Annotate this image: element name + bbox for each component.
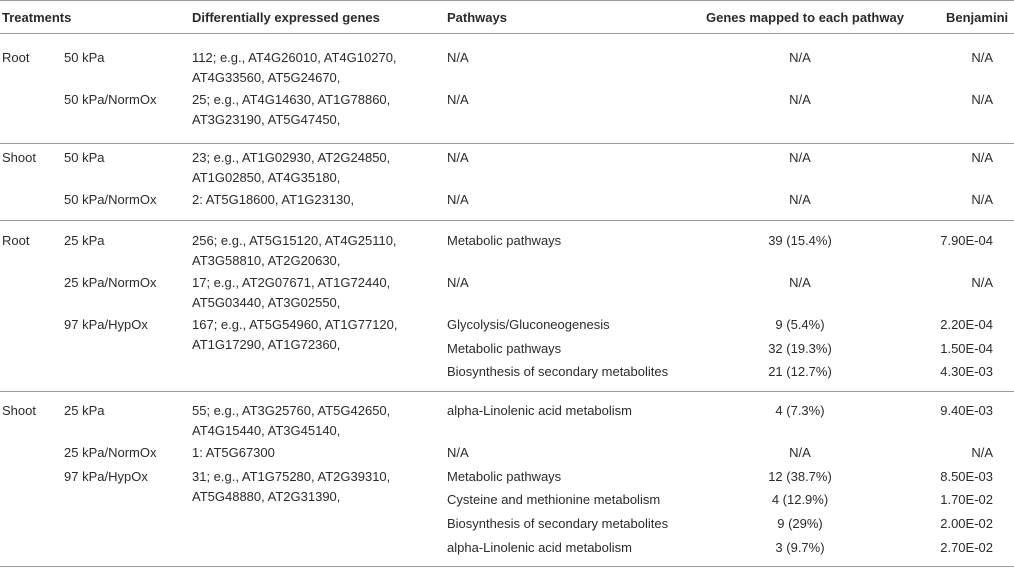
genes-cell: 55; e.g., AT3G25760, AT5G42650, xyxy=(192,403,391,418)
group-divider xyxy=(0,220,1014,221)
genes-cell: 23; e.g., AT1G02930, AT2G24850, xyxy=(192,150,391,165)
header-genes-mapped: Genes mapped to each pathway xyxy=(706,10,904,25)
treatment-cell: 25 kPa xyxy=(64,403,105,418)
pathway-cell: N/A xyxy=(447,445,469,460)
genes-cell-continued: AT3G58810, AT2G20630, xyxy=(192,253,341,268)
genes-mapped-cell: N/A xyxy=(789,192,811,207)
treatment-cell: 50 kPa/NormOx xyxy=(64,192,157,207)
header-treatments: Treatments xyxy=(2,10,72,25)
pathway-cell: N/A xyxy=(447,192,469,207)
benjamini-cell: 1.70E-02 xyxy=(940,492,993,507)
benjamini-cell: 7.90E-04 xyxy=(940,233,993,248)
genes-mapped-cell: 4 (7.3%) xyxy=(775,403,825,418)
group-divider xyxy=(0,143,1014,144)
table-bottom-rule xyxy=(0,566,1014,567)
genes-mapped-cell: N/A xyxy=(789,445,811,460)
pathway-cell: Cysteine and methionine metabolism xyxy=(447,492,661,507)
benjamini-cell: 1.50E-04 xyxy=(940,341,993,356)
pathway-cell: N/A xyxy=(447,50,469,65)
genes-mapped-cell: N/A xyxy=(789,92,811,107)
treatment-cell: 50 kPa/NormOx xyxy=(64,92,157,107)
pathway-cell: N/A xyxy=(447,275,469,290)
pathway-cell: alpha-Linolenic acid metabolism xyxy=(447,540,632,555)
genes-cell: 31; e.g., AT1G75280, AT2G39310, xyxy=(192,469,391,484)
genes-mapped-cell: N/A xyxy=(789,50,811,65)
genes-mapped-cell: 32 (19.3%) xyxy=(768,341,832,356)
benjamini-cell: N/A xyxy=(971,275,993,290)
tissue-cell: Root xyxy=(2,50,30,65)
treatment-cell: 97 kPa/HypOx xyxy=(64,317,148,332)
genes-cell: 25; e.g., AT4G14630, AT1G78860, xyxy=(192,92,391,107)
pathway-cell: N/A xyxy=(447,150,469,165)
benjamini-cell: N/A xyxy=(971,150,993,165)
benjamini-cell: 9.40E-03 xyxy=(940,403,993,418)
pathway-cell: alpha-Linolenic acid metabolism xyxy=(447,403,632,418)
genes-cell: 1: AT5G67300 xyxy=(192,445,275,460)
benjamini-cell: N/A xyxy=(971,192,993,207)
treatment-cell: 97 kPa/HypOx xyxy=(64,469,148,484)
header-benjamini: Benjamini xyxy=(946,10,1009,25)
genes-cell-continued: AT4G15440, AT3G45140, xyxy=(192,423,341,438)
benjamini-cell: 2.70E-02 xyxy=(940,540,993,555)
benjamini-cell: 2.00E-02 xyxy=(940,516,993,531)
genes-cell-continued: AT1G17290, AT1G72360, xyxy=(192,337,341,352)
header-pathways: Pathways xyxy=(447,10,507,25)
treatment-cell: 25 kPa/NormOx xyxy=(64,275,157,290)
pathway-cell: Glycolysis/Gluconeogenesis xyxy=(447,317,610,332)
genes-mapped-cell: 21 (12.7%) xyxy=(768,364,832,379)
benjamini-cell: N/A xyxy=(971,50,993,65)
genes-cell-continued: AT3G23190, AT5G47450, xyxy=(192,112,341,127)
genes-cell: 256; e.g., AT5G15120, AT4G25110, xyxy=(192,233,397,248)
benjamini-cell: 4.30E-03 xyxy=(940,364,993,379)
treatment-cell: 50 kPa xyxy=(64,50,105,65)
benjamini-cell: 8.50E-03 xyxy=(940,469,993,484)
benjamini-cell: 2.20E-04 xyxy=(940,317,993,332)
genes-mapped-cell: 4 (12.9%) xyxy=(771,492,829,507)
genes-mapped-cell: N/A xyxy=(789,275,811,290)
genes-cell: 167; e.g., AT5G54960, AT1G77120, xyxy=(192,317,398,332)
pathway-cell: Biosynthesis of secondary metabolites xyxy=(447,516,669,531)
genes-cell: 2: AT5G18600, AT1G23130, xyxy=(192,192,355,207)
genes-cell-continued: AT4G33560, AT5G24670, xyxy=(192,70,341,85)
treatment-cell: 25 kPa xyxy=(64,233,105,248)
genes-cell: 112; e.g., AT4G26010, AT4G10270, xyxy=(192,50,397,65)
genes-cell-continued: AT5G48880, AT2G31390, xyxy=(192,489,341,504)
treatment-cell: 50 kPa xyxy=(64,150,105,165)
header-degs: Differentially expressed genes xyxy=(192,10,380,25)
group-divider xyxy=(0,391,1014,392)
pathway-cell: Metabolic pathways xyxy=(447,341,562,356)
benjamini-cell: N/A xyxy=(971,92,993,107)
pathway-cell: Biosynthesis of secondary metabolites xyxy=(447,364,669,379)
tissue-cell: Root xyxy=(2,233,30,248)
genes-mapped-cell: 9 (29%) xyxy=(777,516,823,531)
genes-mapped-cell: 39 (15.4%) xyxy=(768,233,832,248)
table-header xyxy=(0,0,1014,34)
pathway-cell: Metabolic pathways xyxy=(447,233,562,248)
genes-mapped-cell: 3 (9.7%) xyxy=(775,540,825,555)
genes-cell-continued: AT1G02850, AT4G35180, xyxy=(192,170,341,185)
pathway-cell: N/A xyxy=(447,92,469,107)
genes-cell-continued: AT5G03440, AT3G02550, xyxy=(192,295,341,310)
tissue-cell: Shoot xyxy=(2,150,36,165)
genes-mapped-cell: 12 (38.7%) xyxy=(768,469,832,484)
benjamini-cell: N/A xyxy=(971,445,993,460)
treatment-cell: 25 kPa/NormOx xyxy=(64,445,157,460)
genes-mapped-cell: 9 (5.4%) xyxy=(775,317,825,332)
genes-cell: 17; e.g., AT2G07671, AT1G72440, xyxy=(192,275,391,290)
tissue-cell: Shoot xyxy=(2,403,36,418)
genes-mapped-cell: N/A xyxy=(789,150,811,165)
pathway-cell: Metabolic pathways xyxy=(447,469,562,484)
